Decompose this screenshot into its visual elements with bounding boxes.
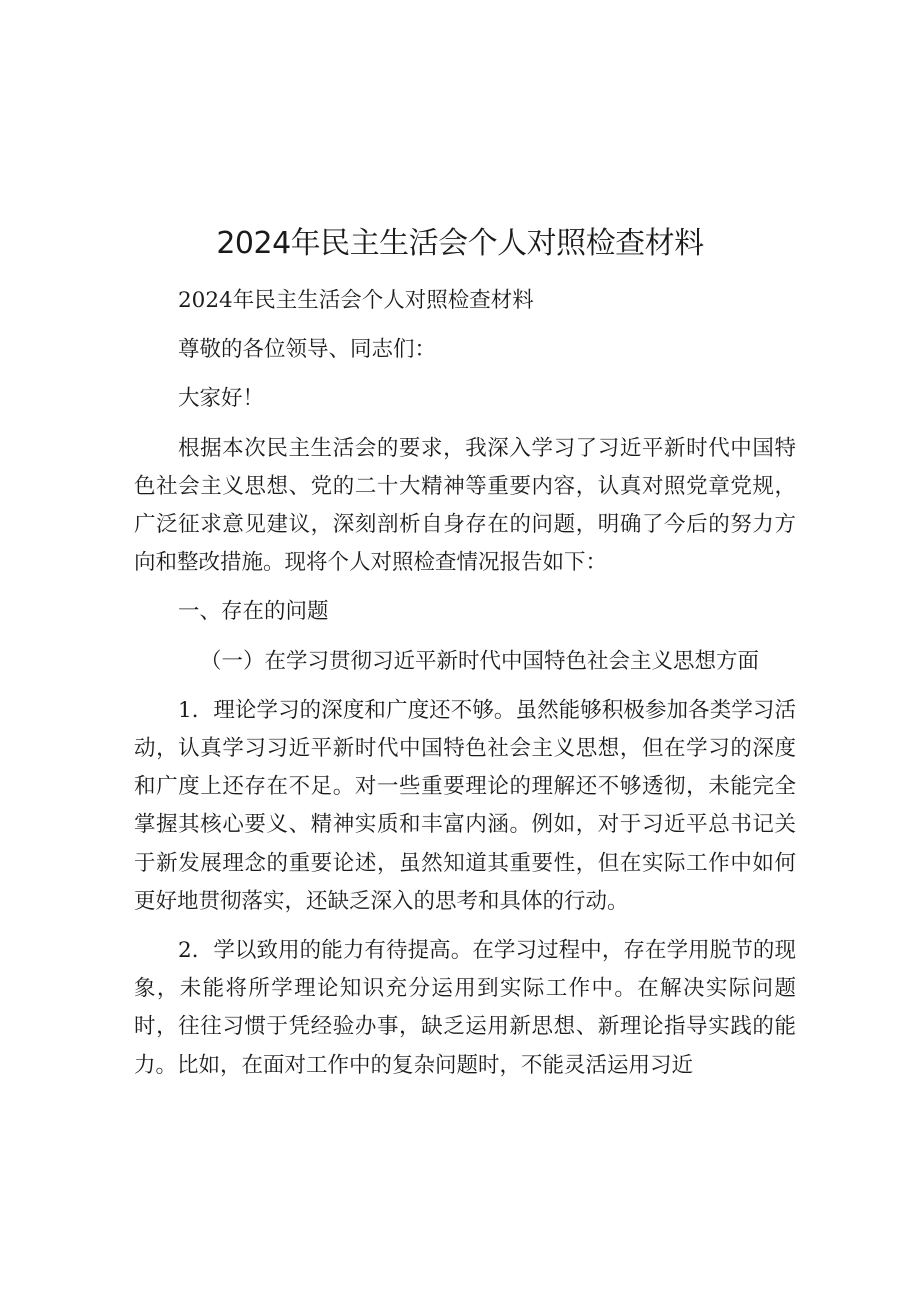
- section-heading: 一、存在的问题: [178, 599, 329, 625]
- subtitle-line: 2024年民主生活会个人对照检查材料: [178, 288, 534, 313]
- item-paragraph-1: 1．理论学习的深度和广度还不够。虽然能够积极参加各类学习活动，认真学习习近平新时代中国特色社会主义思想，但在学习的深度和广度上还存在不足。对一些重要理论的理解还不够透彻，未能完全掌握其核心要义、精神实质和丰富内涵。例如，对于习近平总书记关于新发展理念的重要论述，虽然知道其重要性，但在实际工作中如何更好地贯彻落实，还缺乏深入的思考和具体的行动。: [134, 697, 796, 914]
- item-paragraph-2: 2．学以致用的能力有待提高。在学习过程中，存在学用脱节的现象，未能将所学理论知识充分运用到实际工作中。在解决实际问题时，往往习惯于凭经验办事，缺乏运用新思想、新理论指导实践的能力。比如，在面对工作中的复杂问题时，不能灵活运用习近: [134, 938, 796, 1078]
- document-title: 2024年民主生活会个人对照检查材料: [216, 226, 704, 261]
- greeting: 大家好！: [178, 386, 265, 412]
- subsection-heading: （一）在学习贯彻习近平新时代中国特色社会主义思想方面: [200, 648, 760, 674]
- document-body: [134, 282, 796, 1096]
- salutation: 尊敬的各位领导、同志们：: [178, 337, 437, 363]
- intro-paragraph: 根据本次民主生活会的要求，我深入学习了习近平新时代中国特色社会主义思想、党的二十大精神等重要内容，认真对照党章党规，广泛征求意见建议，深刻剖析自身存在的问题，明确了今后的努力方向和整改措施。现将个人对照检查情况报告如下：: [134, 435, 796, 576]
